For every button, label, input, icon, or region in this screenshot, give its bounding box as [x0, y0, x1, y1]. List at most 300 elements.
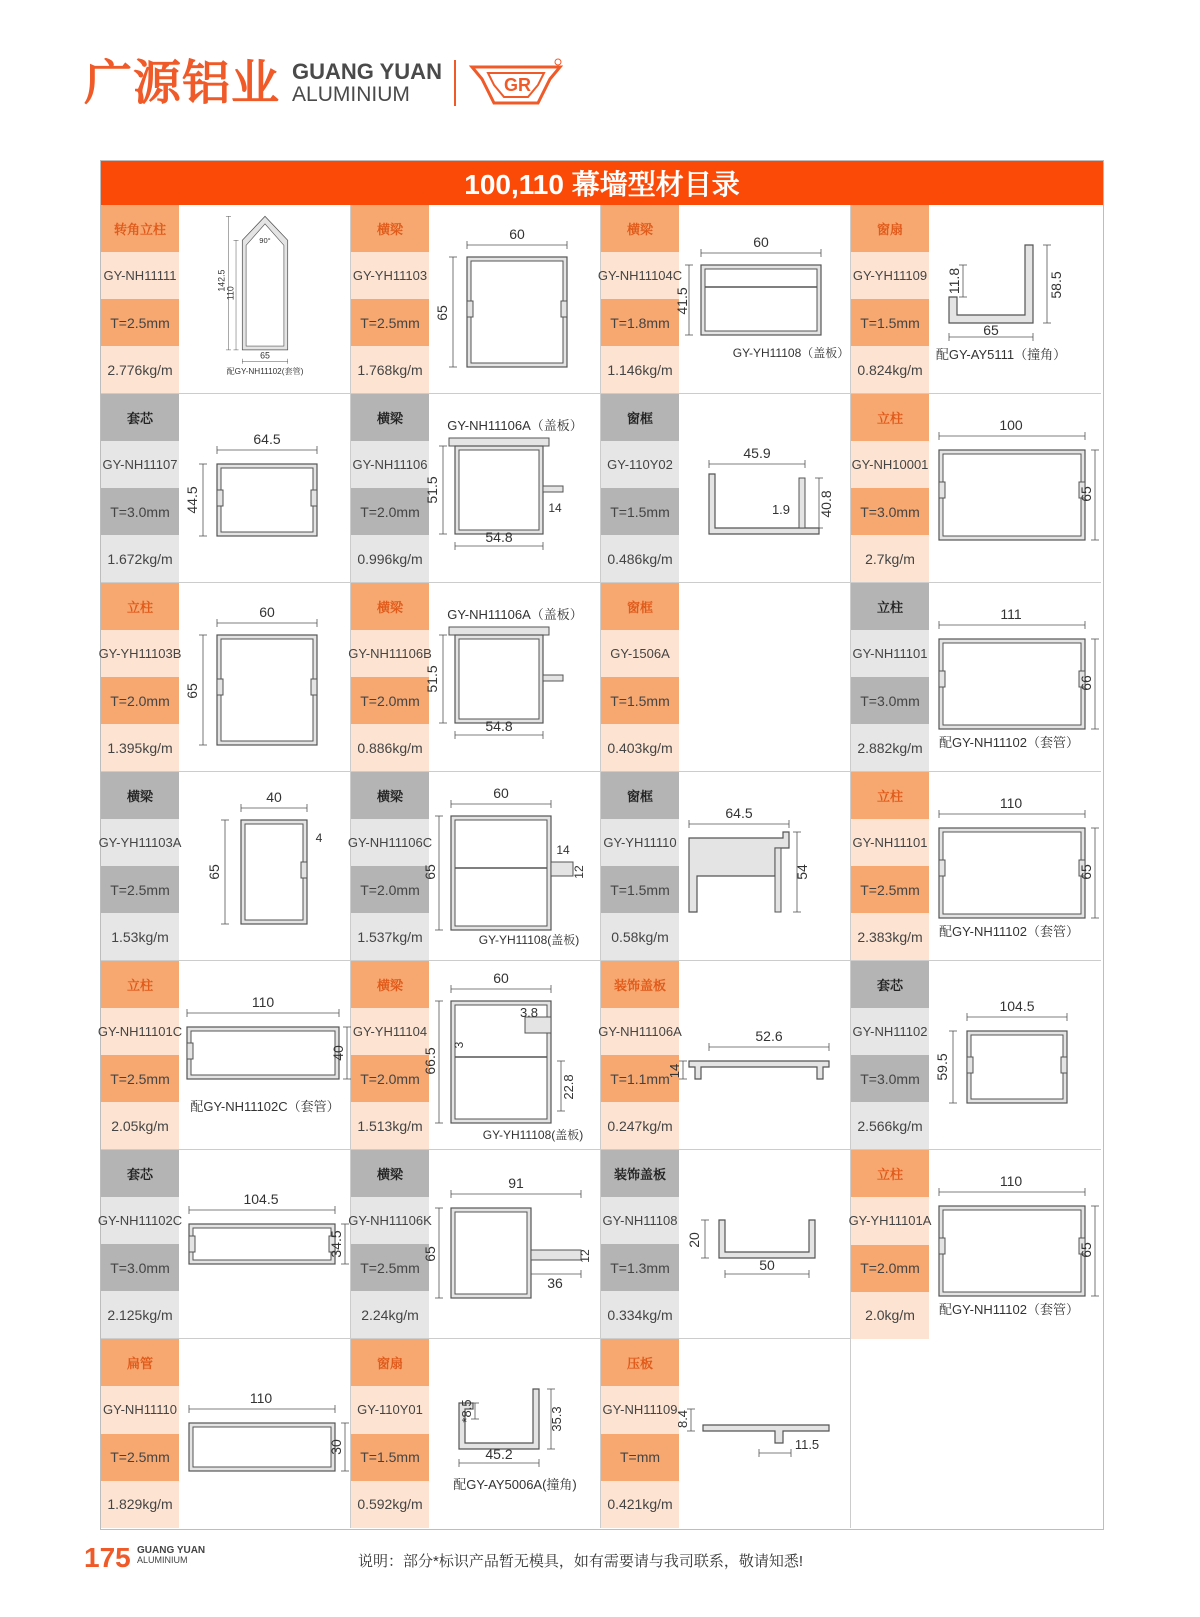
profile-cell [351, 394, 601, 583]
profile-code: GY-110Y02 [601, 441, 679, 488]
profile-code: GY-NH11106K [351, 1197, 429, 1244]
profile-drawing [422, 772, 600, 960]
profile-section-drawing [179, 961, 351, 1150]
profile-code: GY-1506A [601, 630, 679, 677]
profile-cover [449, 627, 549, 635]
profile-code: GY-YH11110 [601, 819, 679, 866]
brand-en-line2: ALUMINIUM [292, 82, 410, 106]
dimension-label: 65 [434, 305, 450, 321]
profile-section-drawing [929, 1150, 1101, 1339]
dimension-label: 51.5 [424, 665, 440, 693]
profile-weight: 2.566kg/m [851, 1102, 929, 1149]
profile-groove [939, 671, 945, 687]
profile-inner-wall [943, 1210, 1081, 1292]
profile-weight: 0.824kg/m [851, 346, 929, 393]
profile-spec [851, 961, 929, 1149]
profile-note: 配GY-NH11102（套管） [939, 1302, 1079, 1317]
profile-category: 立柱 [101, 583, 179, 630]
profile-code: GY-NH11106 [351, 441, 429, 488]
dimension-label: 12 [578, 1249, 592, 1263]
dimension-label: 45.9 [743, 445, 771, 461]
brand-en-line1: GUANG YUAN [292, 59, 442, 85]
profile-weight: 2.383kg/m [851, 913, 929, 960]
footer-brand-line1: GUANG YUAN [137, 1545, 206, 1556]
profile-cell [598, 961, 851, 1150]
profile-drawing [667, 961, 850, 1149]
profile-drawing [929, 1150, 1101, 1339]
profile-spec [601, 394, 679, 582]
profile-section-drawing [667, 961, 851, 1150]
profile-code: GY-NH11101 [851, 630, 929, 677]
dimension-label: 11.8 [946, 267, 962, 295]
profile-inner-wall [943, 832, 1081, 914]
dimension-label: 64.5 [725, 805, 753, 821]
profile-weight: 1.53kg/m [101, 913, 179, 960]
profile-drawing [179, 583, 350, 771]
profile-cell [98, 583, 351, 772]
profile-note: 配GY-NH11102（套管） [939, 924, 1079, 939]
profile-cell [101, 394, 351, 583]
profile-drawing [179, 1339, 350, 1528]
profile-thickness: T=1.3mm [601, 1244, 679, 1291]
profile-drawing [929, 394, 1101, 582]
profile-thickness: T=2.5mm [351, 1244, 429, 1291]
profile-cell [851, 394, 1101, 583]
profile-spec [351, 961, 429, 1149]
profile-drawing [674, 205, 850, 393]
profile-category: 横梁 [351, 961, 429, 1008]
profile-thickness: T=2.5mm [101, 1434, 179, 1481]
profile-spec [351, 205, 429, 393]
profile-spec [101, 394, 179, 582]
profile-section-drawing [429, 205, 601, 394]
dimension-label: 3.8 [519, 1005, 539, 1020]
profile-drawing [179, 205, 350, 393]
profile-drawing [422, 961, 600, 1149]
dimension-label: 30 [328, 1439, 344, 1455]
profile-code: GY-NH11104C [601, 252, 679, 299]
profile-code: GY-YH11103A [101, 819, 179, 866]
profile-cell [351, 1339, 601, 1528]
profile-thickness: T=2.5mm [101, 866, 179, 913]
profile-category: 装饰盖板 [601, 1150, 679, 1197]
profile-code: GY-NH11108 [601, 1197, 679, 1244]
dimension-label: 66.5 [422, 1047, 438, 1075]
dimension-label: 65 [422, 864, 438, 880]
profile-thickness: T=3.0mm [851, 677, 929, 724]
profile-cell [601, 1339, 851, 1528]
dimension-label: 60 [259, 604, 275, 620]
profile-inner-wall [705, 269, 817, 331]
profile-category: 套芯 [851, 961, 929, 1008]
profile-spec [601, 772, 679, 960]
brand-divider [454, 60, 456, 106]
profile-spec [351, 1339, 429, 1528]
profile-fin [551, 862, 573, 876]
dimension-label: 60 [753, 234, 769, 250]
profile-spec [601, 583, 679, 771]
profile-category: 窗框 [601, 583, 679, 630]
profile-catalog-table [97, 160, 1104, 1530]
profile-spec [101, 205, 179, 393]
profile-cell [351, 205, 601, 394]
profile-cell [851, 205, 1101, 394]
profile-drawing [179, 1150, 350, 1338]
profile-section-drawing [424, 583, 601, 772]
footer-brand-line2: ALUMINIUM [137, 1555, 188, 1565]
profile-section-drawing [679, 394, 851, 583]
profile-code: GY-NH11111 [101, 252, 179, 299]
profile-category: 立柱 [851, 1150, 929, 1197]
dimension-label: 104.5 [999, 998, 1035, 1014]
dimension-label: 65 [260, 350, 270, 361]
profile-category: 立柱 [851, 583, 929, 630]
profile-note: 配GY-NH11102(套管) [226, 366, 304, 376]
profile-inner-wall [455, 820, 547, 926]
profile-note: 配GY-AY5111（撞角） [935, 347, 1067, 362]
profile-cell [97, 1150, 351, 1339]
profile-spec [98, 583, 182, 771]
profile-note: GY-YH11108（盖板） [732, 346, 850, 360]
dimension-label: 60 [509, 226, 525, 242]
profile-weight: 0.996kg/m [351, 535, 429, 582]
dimension-label: 58.5 [1048, 271, 1064, 299]
profile-code: GY-NH11106B [351, 630, 429, 677]
profile-section-drawing [929, 394, 1101, 583]
profile-note: 配GY-NH11102（套管） [939, 735, 1079, 750]
profile-section-drawing [424, 394, 601, 583]
profile-code: GY-110Y01 [351, 1386, 429, 1433]
profile-category: 横梁 [351, 205, 429, 252]
profile-code: GY-NH11107 [101, 441, 179, 488]
dimension-label: 11.5 [794, 1437, 820, 1452]
profile-code: GY-NH11101C [101, 1008, 179, 1055]
footer-brand [137, 1546, 205, 1565]
profile-category: 横梁 [351, 1150, 429, 1197]
profile-category: 窗框 [601, 394, 679, 441]
profile-code: GY-NH11102 [851, 1008, 929, 1055]
profile-category: 横梁 [601, 205, 679, 252]
profile-cell [98, 772, 351, 961]
profile-code: GY-YH11109 [851, 252, 929, 299]
profile-note: GY-NH11106A（盖板） [447, 418, 583, 433]
dimension-label: 65 [422, 1246, 438, 1262]
profile-inner-wall [459, 450, 539, 530]
profile-cell [348, 583, 601, 772]
dimension-label: 45.2 [485, 1446, 513, 1462]
profile-section-drawing [929, 583, 1101, 772]
profile-thickness: T=2.5mm [351, 299, 429, 346]
profile-groove [189, 1236, 195, 1252]
profile-thickness: T=2.0mm [351, 1055, 429, 1102]
profile-code: GY-YH11104 [351, 1008, 429, 1055]
profile-weight: 0.592kg/m [351, 1481, 429, 1528]
dimension-label: 1.9 [771, 502, 791, 517]
dimension-label: 3 [452, 1041, 466, 1049]
profile-thickness: T=1.8mm [601, 299, 679, 346]
dimension-label: 142.5 [216, 269, 227, 292]
profile-groove [561, 301, 567, 317]
profile-inner-wall [943, 454, 1081, 536]
dimension-label: 14 [548, 501, 562, 515]
profile-cell [348, 1150, 601, 1339]
dimension-label: 54.8 [485, 529, 513, 545]
profile-category: 横梁 [351, 772, 429, 819]
profile-spec [851, 394, 929, 582]
profile-weight: 2.05kg/m [101, 1102, 179, 1149]
profile-cell [601, 1150, 851, 1339]
profile-thickness: T=mm [601, 1434, 679, 1481]
profile-drawing [179, 961, 350, 1149]
profile-inner-wall [471, 261, 563, 363]
profile-inner-wall [221, 639, 313, 741]
profile-category: 横梁 [351, 583, 429, 630]
dimension-label: 100 [999, 417, 1023, 433]
dimension-label: 60 [493, 970, 509, 986]
profile-section-drawing [929, 772, 1101, 961]
profile-section-drawing [929, 961, 1101, 1150]
profile-weight: 0.247kg/m [601, 1102, 679, 1149]
profile-section-drawing [929, 205, 1101, 394]
profile-category: 横梁 [351, 394, 429, 441]
profile-cell [601, 772, 851, 961]
profile-thickness: T=1.5mm [601, 488, 679, 535]
dimension-label: 40 [266, 789, 282, 805]
profile-category: 窗扇 [351, 1339, 429, 1386]
profile-note: 配GY-NH11102C（套管） [190, 1099, 340, 1114]
profile-cell [351, 961, 601, 1150]
dimension-label: 54 [794, 864, 810, 880]
profile-cell [851, 583, 1101, 772]
profile-weight: 0.486kg/m [601, 535, 679, 582]
dimension-label: 35.3 [549, 1406, 564, 1432]
profile-groove [311, 490, 317, 506]
profile-outer-wall [719, 1220, 815, 1258]
dimension-label: 110 [225, 286, 236, 301]
dimension-label: 65 [1078, 1242, 1094, 1258]
profile-drawing [929, 961, 1101, 1149]
profile-groove [939, 1238, 945, 1254]
profile-code: GY-NH11106C [351, 819, 429, 866]
gr-shield-logo-icon [468, 57, 564, 109]
profile-section-drawing [679, 1150, 851, 1339]
profile-leg [799, 478, 805, 528]
footer-note: 说明：部分*标识产品暂无模具，如有需要请与我司联系，敬请知悉! [358, 1553, 804, 1570]
dimension-label: 12 [572, 865, 586, 879]
profile-groove [939, 860, 945, 876]
profile-cover [449, 438, 549, 446]
dimension-label: 34.5 [328, 1230, 344, 1258]
profile-fin [543, 486, 563, 492]
profile-spec [601, 1339, 679, 1528]
dimension-label: 36 [547, 1275, 563, 1291]
profile-category: 装饰盖板 [601, 961, 679, 1008]
profile-drawing [929, 205, 1101, 393]
profile-weight: 1.537kg/m [351, 913, 429, 960]
profile-fin [531, 1250, 581, 1260]
profile-section-drawing [679, 583, 851, 772]
profile-grid [97, 205, 1103, 1528]
dimension-label: 110 [251, 994, 275, 1010]
profile-inner-wall [221, 468, 313, 532]
dimension-label: *8.5 [459, 1399, 474, 1423]
profile-weight: 2.0kg/m [851, 1292, 929, 1339]
profile-thickness: T=1.5mm [601, 677, 679, 724]
profile-category: 窗扇 [851, 205, 929, 252]
profile-spec [97, 961, 183, 1149]
profile-cell [601, 394, 851, 583]
profile-code: GY-NH11109 [601, 1386, 679, 1433]
profile-groove [1061, 1057, 1067, 1073]
profile-code: GY-NH11102C [101, 1197, 179, 1244]
profile-groove [311, 679, 317, 695]
profile-note: 配GY-AY5006A(撞角) [453, 1477, 577, 1492]
profile-spec [851, 772, 929, 960]
profile-thickness: T=1.5mm [351, 1434, 429, 1481]
profile-thickness: T=1.1mm [601, 1055, 679, 1102]
profile-thickness: T=3.0mm [851, 1055, 929, 1102]
profile-drawing [179, 772, 350, 960]
dimension-label: 64.5 [253, 431, 281, 447]
profile-groove [467, 301, 473, 317]
profile-drawing [424, 583, 600, 771]
profile-spec [601, 1150, 679, 1338]
dimension-label: 54.8 [485, 718, 513, 734]
dimension-label: 50 [759, 1257, 775, 1273]
profile-thickness: T=2.5mm [101, 299, 179, 346]
profile-weight: 0.886kg/m [351, 724, 429, 771]
profile-groove [217, 679, 223, 695]
profile-leg [775, 848, 781, 912]
profile-section-drawing [675, 1339, 851, 1528]
dimension-label: 90° [259, 235, 271, 245]
profile-drawing [929, 583, 1101, 771]
dimension-label: 65 [206, 864, 222, 880]
profile-weight: 0.58kg/m [601, 913, 679, 960]
profile-code: GY-NH11106A [601, 1008, 679, 1055]
profile-thickness: T=2.0mm [101, 677, 179, 724]
profile-drawing [424, 394, 600, 582]
profile-cell [97, 961, 351, 1150]
dimension-label: 51.5 [424, 476, 440, 504]
brand-cn-name: 广源铝业 [84, 55, 281, 111]
dimension-label: 8.4 [675, 1409, 690, 1429]
profile-drawing [675, 1339, 850, 1528]
profile-outer-wall [689, 1061, 829, 1079]
profile-category: 立柱 [851, 772, 929, 819]
profile-thickness: T=3.0mm [851, 488, 929, 535]
profile-note: GY-YH11108(盖板) [482, 1128, 584, 1142]
dimension-label: 91 [508, 1175, 524, 1191]
profile-thickness: T=2.5mm [101, 1055, 179, 1102]
profile-category: 横梁 [101, 772, 179, 819]
profile-thickness: T=2.0mm [351, 677, 429, 724]
dimension-label: 22.8 [561, 1074, 576, 1100]
profile-code: GY-NH11101 [851, 819, 929, 866]
profile-cell [851, 772, 1101, 961]
dimension-label: 4 [315, 831, 323, 845]
dimension-label: 65 [1078, 486, 1094, 502]
profile-spec [598, 961, 682, 1149]
dimension-label: 60 [493, 785, 509, 801]
profile-category: 立柱 [101, 961, 179, 1008]
profile-section-drawing [429, 1339, 601, 1528]
profile-weight: 1.513kg/m [351, 1102, 429, 1149]
page-number: 175 [84, 1542, 131, 1573]
profile-note: GY-YH11108(盖板) [478, 933, 580, 947]
profile-category: 扁管 [101, 1339, 179, 1386]
profile-section-drawing [179, 205, 351, 394]
dimension-label: 20 [686, 1232, 702, 1248]
dimension-label: 52.6 [755, 1028, 783, 1044]
profile-code: GY-YH11103 [351, 252, 429, 299]
profile-outer-wall [689, 832, 789, 912]
dimension-label: 65 [1078, 864, 1094, 880]
catalog-title: 100,110 幕墙型材目录 [101, 161, 1103, 205]
profile-section-drawing [674, 205, 851, 394]
profile-drawing [422, 1150, 600, 1338]
profile-section-drawing [422, 961, 601, 1150]
profile-inner-wall [245, 824, 303, 920]
profile-drawing [429, 205, 600, 393]
profile-section-drawing [422, 1150, 601, 1339]
dimension-label: 66 [1078, 675, 1094, 691]
profile-weight: 0.403kg/m [601, 724, 679, 771]
profile-category: 压板 [601, 1339, 679, 1386]
profile-code: GY-NH11110 [101, 1386, 179, 1433]
dimension-label: 65 [983, 322, 999, 338]
profile-drawing [179, 394, 350, 582]
svg-text:GR: GR [503, 75, 531, 95]
profile-thickness: T=1.5mm [851, 299, 929, 346]
dimension-label: 110 [999, 795, 1023, 811]
profile-spec [97, 1150, 183, 1338]
dimension-label: 104.5 [243, 1191, 279, 1207]
profile-drawing [679, 1150, 850, 1338]
profile-weight: 1.395kg/m [101, 724, 179, 771]
dimension-label: 110 [999, 1173, 1023, 1189]
profile-thickness: T=2.0mm [351, 866, 429, 913]
profile-inner-wall [191, 1031, 335, 1075]
dimension-label: 111 [1000, 606, 1022, 622]
profile-spec [851, 583, 929, 771]
profile-weight: 2.7kg/m [851, 535, 929, 582]
profile-weight: 1.672kg/m [101, 535, 179, 582]
dimension-label: 59.5 [934, 1053, 950, 1081]
profile-weight: 0.334kg/m [601, 1291, 679, 1338]
profile-section-drawing [179, 583, 351, 772]
profile-section-drawing [422, 772, 601, 961]
profile-inner-wall [971, 1035, 1063, 1099]
profile-spec [351, 394, 429, 582]
profile-cell [848, 1150, 1101, 1339]
profile-weight: 1.768kg/m [351, 346, 429, 393]
profile-drawing [429, 1339, 600, 1528]
profile-fin [543, 675, 563, 681]
profile-inner-wall [193, 1427, 331, 1467]
profile-weight: 2.24kg/m [351, 1291, 429, 1338]
profile-weight: 2.776kg/m [101, 346, 179, 393]
profile-inner-wall [455, 1212, 527, 1294]
dimension-label: 14 [667, 1063, 682, 1079]
profile-category: 窗框 [601, 772, 679, 819]
dimension-label: 14 [556, 843, 570, 857]
profile-drawing [679, 772, 850, 960]
profile-drawing [929, 772, 1101, 960]
profile-spec [101, 1339, 179, 1528]
brand-header [84, 48, 564, 118]
profile-drawing [679, 394, 850, 582]
